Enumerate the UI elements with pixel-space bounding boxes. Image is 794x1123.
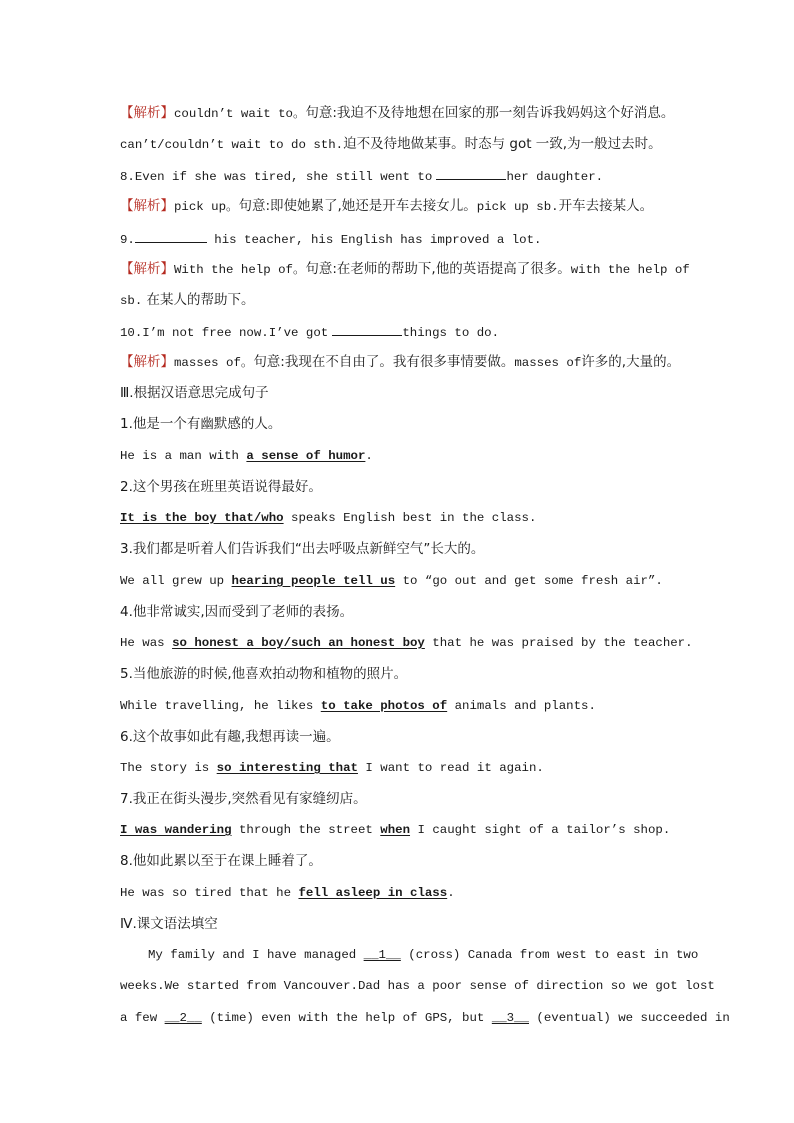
answer-text: hearing people tell us [231,574,396,588]
analysis-tag: 【解析】 [120,354,174,370]
question-cn: 5.当他旅游的时候,他喜欢拍动物和植物的照片。 [120,666,408,682]
question-cn: 6.这个故事如此有趣,我想再读一遍。 [120,729,340,745]
passage-line: weeks.We started from Vancouver.Dad has a poor sense of direction so we got lost [120,979,715,993]
analysis-line: 【解析】pick up。句意:即使她累了,她还是开车去接女儿。pick up sb.开车去接某人。 [120,198,654,214]
question-line: 9. his teacher, his English has improved a lot. [120,229,676,249]
answer-text: I was wandering [120,823,232,837]
answer-line: The story is so interesting that I want to read it again. [120,761,544,775]
answer-text: when [380,823,411,837]
answer-line: It is the boy that/who speaks English best in the class. [120,511,537,525]
section-title: Ⅲ.根据汉语意思完成句子 [120,385,269,401]
numbered-blank: __2__ [164,1011,202,1025]
question-cn: 7.我正在街头漫步,突然看见有家缝纫店。 [120,791,367,807]
analysis-line: 【解析】With the help of。句意:在老师的帮助下,他的英语提高了很多。with the help of [120,261,690,277]
passage-line: a few __2__ (time) even with the help of GPS, but __3__ (eventual) we succeeded in [120,1011,730,1025]
question-cn: 2.这个男孩在班里英语说得最好。 [120,479,322,495]
analysis-line: 【解析】couldn’t wait to。句意:我迫不及待地想在回家的那一刻告诉我妈妈这个好消息。 [120,105,675,121]
answer-text: It is the boy that/who [120,511,284,525]
analysis-tag: 【解析】 [120,198,174,214]
question-line: 10.I’m not free now.I’ve got things to do. [120,322,676,342]
numbered-blank: __3__ [491,1011,529,1025]
question-cn: 4.他非常诚实,因而受到了老师的表扬。 [120,604,354,620]
question-cn: 1.他是一个有幽默感的人。 [120,416,282,432]
fill-blank [135,229,207,243]
answer-line: While travelling, he likes to take photos of animals and plants. [120,699,596,713]
section-title: Ⅳ.课文语法填空 [120,916,218,932]
answer-text: a sense of humor [246,449,366,463]
question-cn: 3.我们都是听着人们告诉我们“出去呼吸点新鲜空气”长大的。 [120,541,485,557]
answer-text: fell asleep in class [298,886,448,900]
answer-text: to take photos of [320,699,448,713]
fill-blank [436,166,506,180]
answer-line: He is a man with a sense of humor. [120,449,373,463]
fill-blank [332,322,402,336]
answer-line: He was so tired that he fell asleep in class. [120,886,455,900]
question-line: 8.Even if she was tired, she still went to her daughter. [120,166,676,186]
analysis-line: 【解析】masses of。句意:我现在不自由了。我有很多事情要做。masses of许多的,大量的。 [120,354,681,370]
answer-text: so honest a boy/such an honest boy [172,636,425,650]
analysis-tag: 【解析】 [120,261,174,277]
numbered-blank: __1__ [363,948,401,962]
answer-line: I was wandering through the street when I caught sight of a tailor’s shop. [120,823,671,837]
analysis-tag: 【解析】 [120,105,174,121]
analysis-line: can’t/couldn’t wait to do sth.迫不及待地做某事。时态与 got 一致,为一般过去时。 [120,136,662,152]
answer-line: We all grew up hearing people tell us to “go out and get some fresh air”. [120,574,663,588]
answer-text: so interesting that [216,761,358,775]
question-cn: 8.他如此累以至于在课上睡着了。 [120,853,322,869]
answer-line: He was so honest a boy/such an honest boy that he was praised by the teacher. [120,636,693,650]
analysis-line: sb. 在某人的帮助下。 [120,292,255,308]
passage-line: My family and I have managed __1__ (cross) Canada from west to east in two [148,948,699,962]
